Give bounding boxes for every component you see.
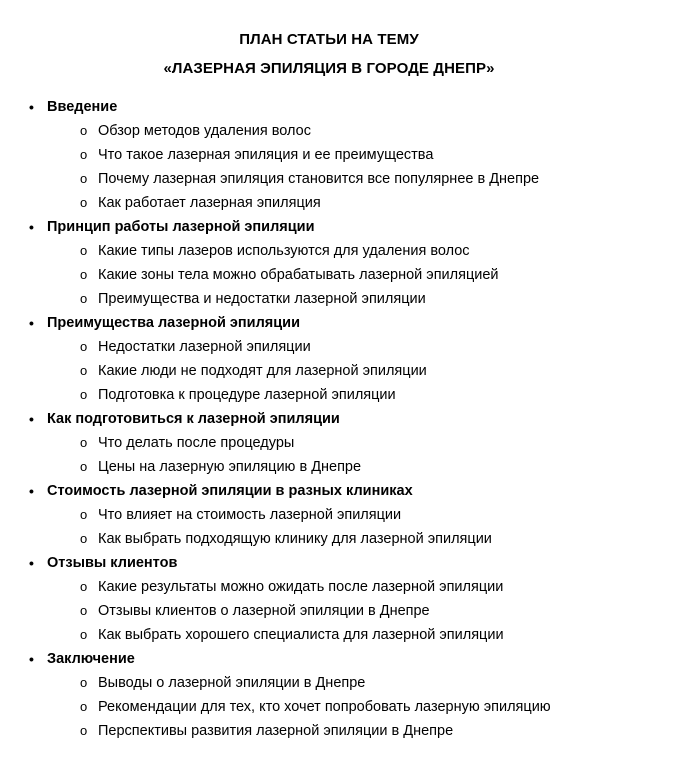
outline-subsection — [80, 263, 629, 287]
outline-section-heading: Преимущества лазерной эпиляции — [47, 315, 300, 331]
circle-bullet-icon: o — [80, 627, 88, 642]
bullet-icon: • — [29, 411, 34, 427]
outline-subsection — [80, 335, 629, 359]
document-title-line-1: ПЛАН СТАТЬИ НА ТЕМУ — [239, 31, 419, 48]
outline-section — [29, 311, 629, 335]
outline-subsection-list — [29, 503, 629, 551]
outline-subsection — [80, 599, 629, 623]
outline-subsection — [80, 167, 629, 191]
outline-subsection-list — [29, 575, 629, 647]
outline-subsection — [80, 239, 629, 263]
bullet-icon: • — [29, 651, 34, 667]
outline-subsection-list — [29, 239, 629, 311]
circle-bullet-icon: o — [80, 699, 88, 714]
circle-bullet-icon: o — [80, 435, 88, 450]
document-title-line-2: «ЛАЗЕРНАЯ ЭПИЛЯЦИЯ В ГОРОДЕ ДНЕПР» — [163, 60, 495, 77]
circle-bullet-icon: o — [80, 339, 88, 354]
outline-subsection-label: Как выбрать хорошего специалиста для лазерной эпиляции — [98, 627, 504, 643]
outline-section-heading: Введение — [47, 99, 118, 115]
outline-subsection-label: Обзор методов удаления волос — [98, 123, 311, 139]
outline-subsection — [80, 503, 629, 527]
outline-subsection — [80, 143, 629, 167]
circle-bullet-icon: o — [80, 147, 88, 162]
outline-section — [29, 551, 629, 575]
outline-section — [29, 407, 629, 431]
outline-subsection-label: Недостатки лазерной эпиляции — [98, 339, 311, 355]
outline-subsection — [80, 671, 629, 695]
circle-bullet-icon: o — [80, 363, 88, 378]
circle-bullet-icon: o — [80, 507, 88, 522]
circle-bullet-icon: o — [80, 459, 88, 474]
outline-subsection-label: Подготовка к процедуре лазерной эпиляции — [98, 387, 396, 403]
outline-section — [29, 647, 629, 671]
outline-subsection — [80, 623, 629, 647]
outline-subsection-label: Какие люди не подходят для лазерной эпиляции — [98, 363, 427, 379]
bullet-icon: • — [29, 315, 34, 331]
outline-subsection-list — [29, 671, 629, 743]
outline-subsection-list — [29, 431, 629, 479]
outline-subsection-label: Цены на лазерную эпиляцию в Днепре — [98, 459, 362, 475]
circle-bullet-icon: o — [80, 243, 88, 258]
outline-subsection-label: Рекомендации для тех, кто хочет попробовать лазерную эпиляцию — [98, 699, 551, 715]
outline-subsection — [80, 383, 629, 407]
outline-subsection-label: Какие результаты можно ожидать после лазерной эпиляции — [98, 579, 504, 595]
circle-bullet-icon: o — [80, 291, 88, 306]
outline-section-heading: Заключение — [47, 651, 135, 667]
outline-subsection — [80, 575, 629, 599]
outline-section — [29, 479, 629, 503]
circle-bullet-icon: o — [80, 531, 88, 546]
outline-section — [29, 215, 629, 239]
outline-subsection — [80, 431, 629, 455]
bullet-icon: • — [29, 99, 34, 115]
outline-subsection-list — [29, 335, 629, 407]
outline-subsection — [80, 527, 629, 551]
outline-subsection — [80, 695, 629, 719]
circle-bullet-icon: o — [80, 171, 88, 186]
circle-bullet-icon: o — [80, 123, 88, 138]
circle-bullet-icon: o — [80, 723, 88, 738]
outline-section-heading: Стоимость лазерной эпиляции в разных клиниках — [47, 483, 413, 499]
circle-bullet-icon: o — [80, 579, 88, 594]
outline-subsection-label: Отзывы клиентов о лазерной эпиляции в Днепре — [98, 603, 430, 619]
outline-subsection-label: Как выбрать подходящую клинику для лазерной эпиляции — [98, 531, 492, 547]
outline-subsection-label: Какие типы лазеров используются для удаления волос — [98, 243, 470, 259]
bullet-icon: • — [29, 555, 34, 571]
outline-section-heading: Как подготовиться к лазерной эпиляции — [47, 411, 340, 427]
outline-subsection — [80, 287, 629, 311]
circle-bullet-icon: o — [80, 195, 88, 210]
circle-bullet-icon: o — [80, 387, 88, 402]
outline-subsection-label: Что делать после процедуры — [98, 435, 295, 451]
outline-subsection — [80, 359, 629, 383]
outline-section — [29, 95, 629, 119]
outline-list — [29, 95, 629, 743]
outline-subsection-label: Перспективы развития лазерной эпиляции в Днепре — [98, 723, 454, 739]
outline-subsection-label: Выводы о лазерной эпиляции в Днепре — [98, 675, 366, 691]
outline-section-heading: Отзывы клиентов — [47, 555, 178, 571]
bullet-icon: • — [29, 483, 34, 499]
outline-section-heading: Принцип работы лазерной эпиляции — [47, 219, 315, 235]
outline-subsection — [80, 455, 629, 479]
outline-subsection-label: Что такое лазерная эпиляция и ее преимущества — [98, 147, 434, 163]
outline-subsection — [80, 191, 629, 215]
outline-subsection-label: Преимущества и недостатки лазерной эпиляции — [98, 291, 426, 307]
outline-subsection-label: Как работает лазерная эпиляция — [98, 195, 321, 211]
outline-subsection — [80, 119, 629, 143]
circle-bullet-icon: o — [80, 267, 88, 282]
circle-bullet-icon: o — [80, 603, 88, 618]
circle-bullet-icon: o — [80, 675, 88, 690]
outline-subsection-label: Почему лазерная эпиляция становится все популярнее в Днепре — [98, 171, 540, 187]
outline-subsection-label: Какие зоны тела можно обрабатывать лазерной эпиляцией — [98, 267, 499, 283]
outline-subsection-label: Что влияет на стоимость лазерной эпиляции — [98, 507, 402, 523]
outline-subsection — [80, 719, 629, 743]
bullet-icon: • — [29, 219, 34, 235]
outline-subsection-list — [29, 119, 629, 215]
